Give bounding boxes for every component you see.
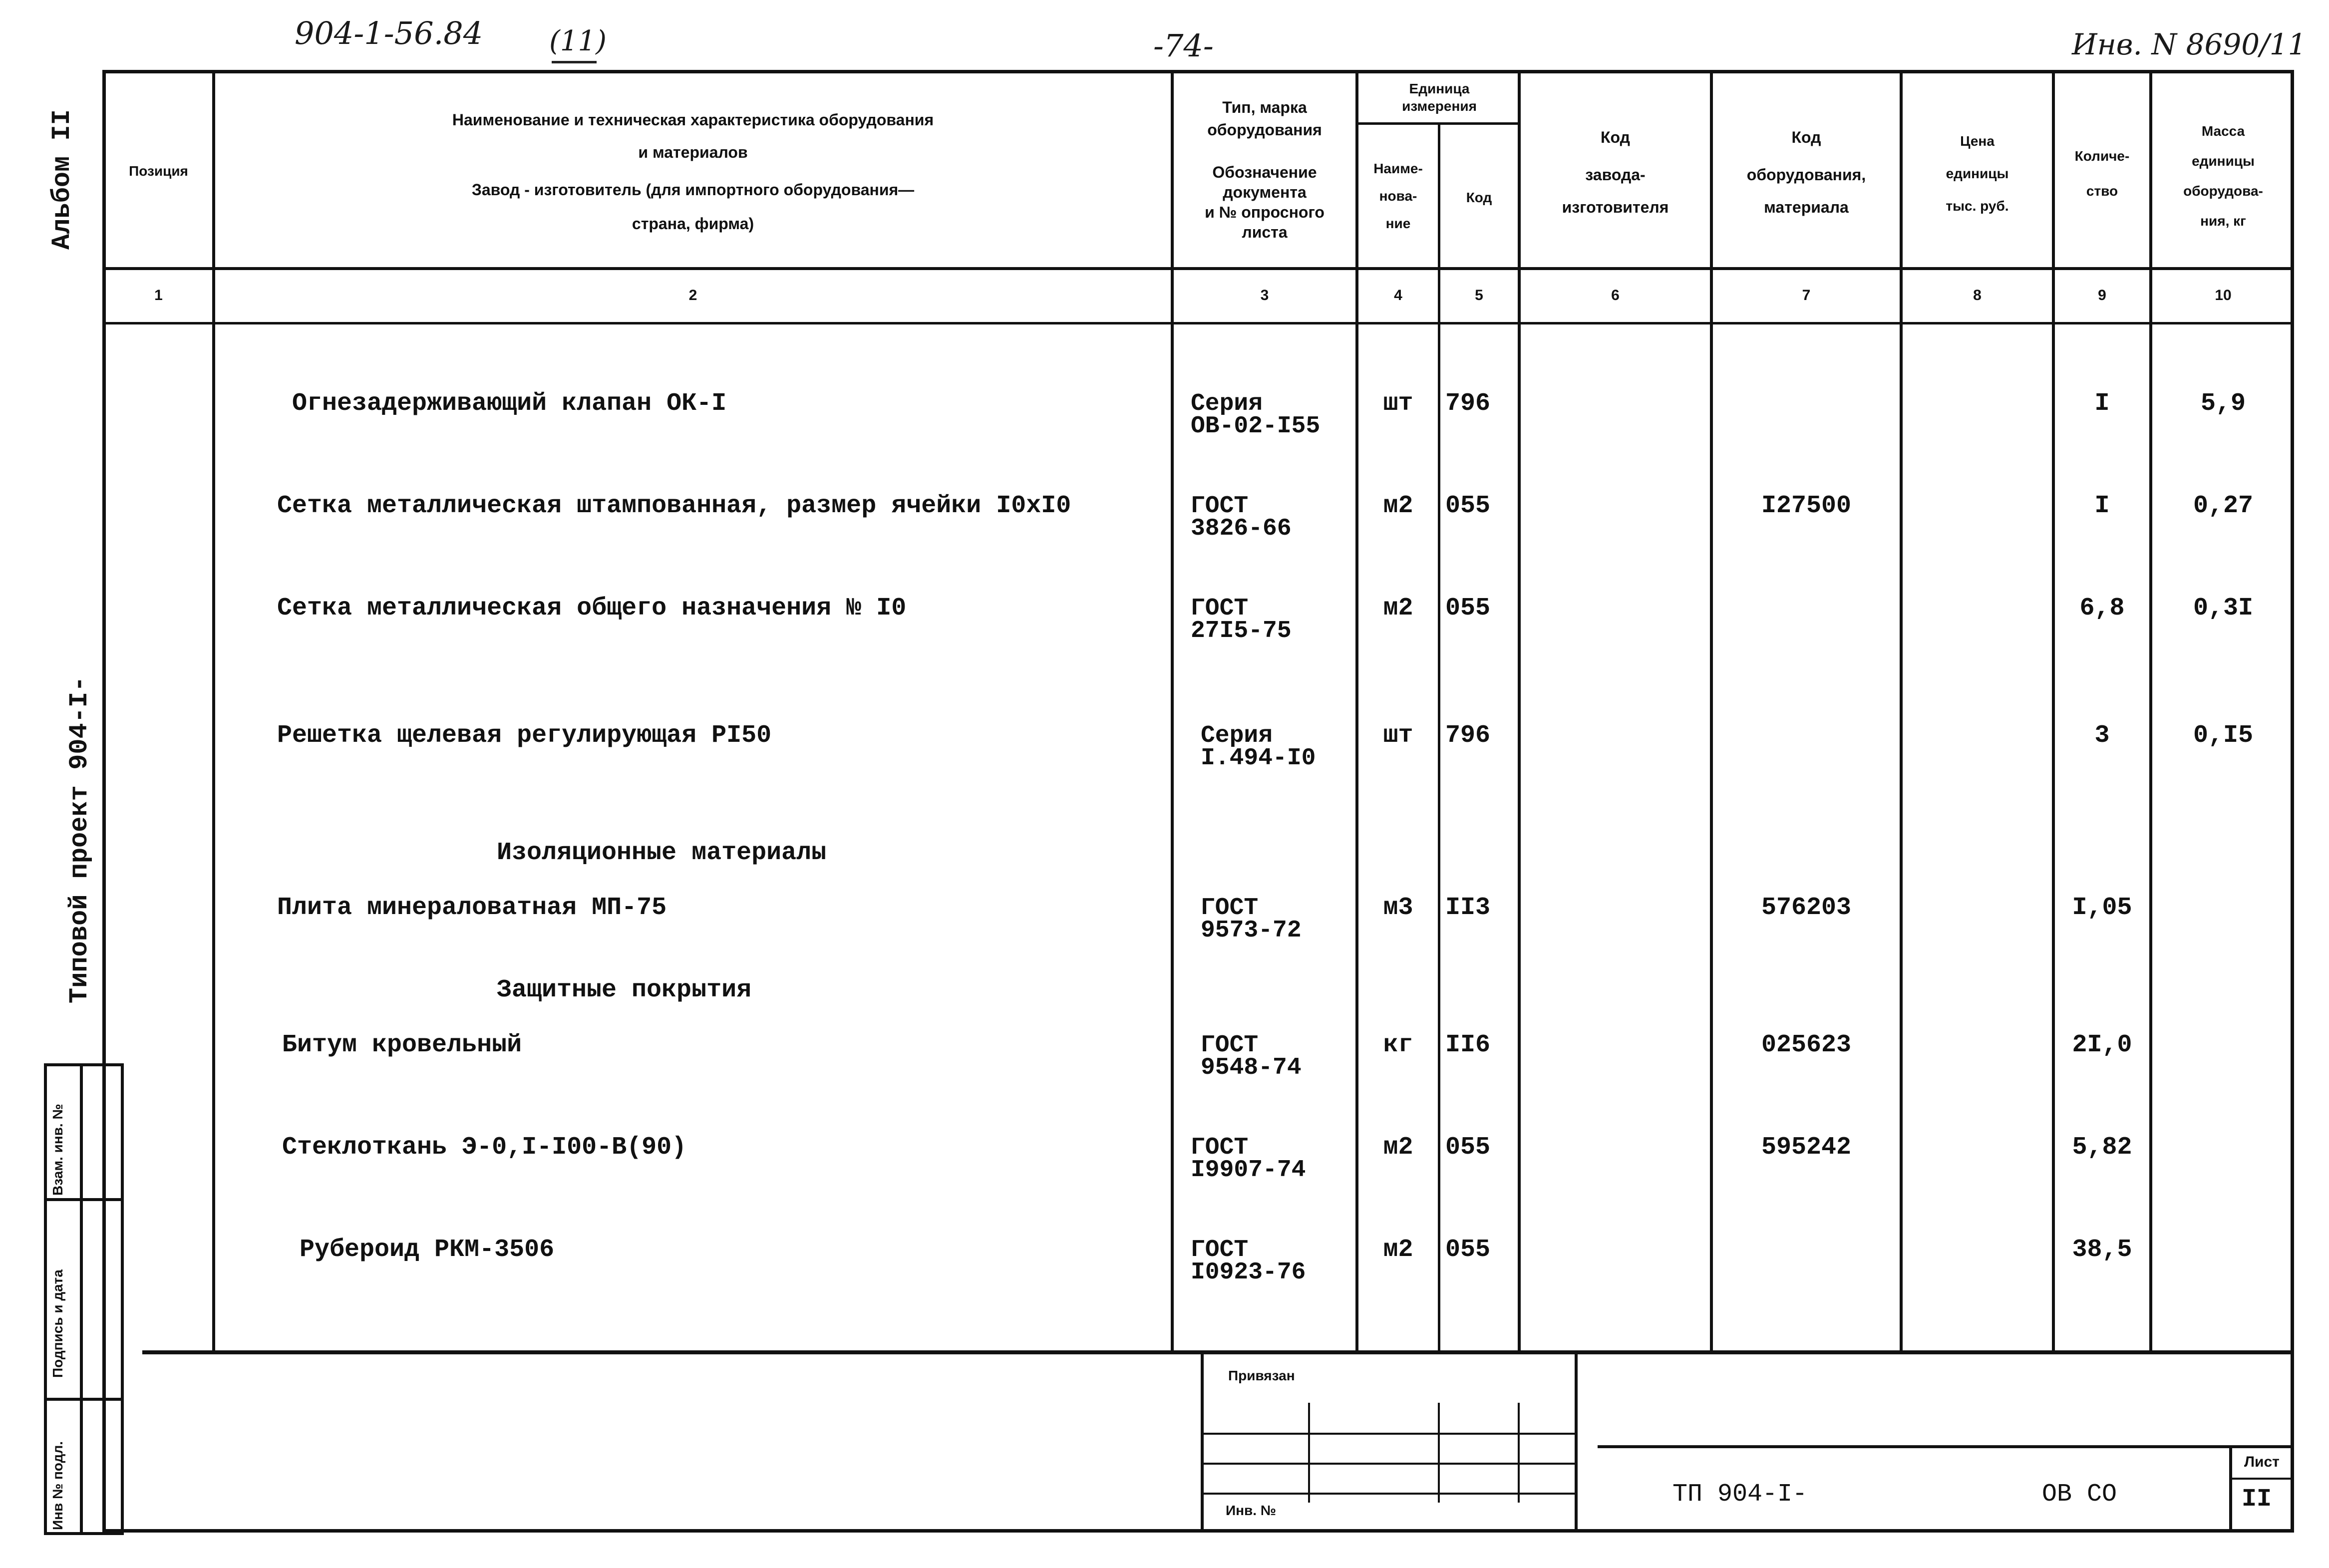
row-5-qty: I,05 [2072,894,2132,922]
col10-header-3: оборудова- [2183,183,2263,199]
col2-header-line2: и материалов [638,143,748,161]
col-number-8: 8 [1973,287,1982,304]
row-4-name: Решетка щелевая регулирующая РI50 [277,721,772,750]
row-7-qty: 5,82 [2072,1133,2132,1162]
row-2-unit: м2 [1383,492,1413,520]
row-8-doc-1: ГОСТ [1191,1237,1249,1263]
col-number-5: 5 [1475,287,1483,304]
row-5-unit: м3 [1383,894,1413,922]
row-5-code: II3 [1445,894,1491,922]
col-number-10: 10 [2215,287,2232,304]
row-7-unit: м2 [1383,1133,1413,1162]
col7-header-1: Код [1791,128,1821,146]
part-underline [552,61,597,63]
document-code-handwritten: 904-1-56.84 [295,15,483,51]
section-insulation: Изоляционные материалы [497,839,827,867]
col1-header: Позиция [129,163,188,179]
row-7-name: Стеклоткань Э-0,I-I00-В(90) [282,1133,687,1162]
col9-header-2: ство [2086,183,2118,199]
row-3-qty: 6,8 [2079,594,2125,623]
row-6-doc-1: ГОСТ [1201,1032,1259,1059]
row-3-doc-2: 27I5-75 [1191,618,1292,644]
project-label: Типовой проект 904-I- [65,676,94,1003]
col10-header-2: единицы [2192,153,2255,169]
col9-header-1: Количе- [2074,148,2130,164]
col6-header-3: изготовителя [1562,198,1669,216]
row-1-doc-2: ОВ-02-I55 [1191,413,1321,440]
row-1-unit: шт [1383,389,1413,418]
row-2-code: 055 [1445,492,1491,520]
project-code: ТП 904-I- [1672,1480,1808,1509]
row-4-qty: 3 [2094,721,2110,750]
col3-header-doc3: и № опросного [1205,203,1325,221]
row-4-doc-2: I.494-I0 [1201,745,1316,772]
row-8-doc-2: I0923-76 [1191,1259,1306,1286]
col2-header-line3: Завод - изготовитель (для импортного оборудования— [471,181,915,199]
col-number-4: 4 [1394,287,1402,304]
col5-header: Код [1466,190,1492,205]
col3-header-doc2: документа [1223,183,1307,201]
stamp-sign-label: Подпись и дата [50,1269,65,1378]
col-number-3: 3 [1260,287,1269,304]
binding-label: Привязан [1228,1368,1295,1383]
row-6-code: II6 [1445,1031,1491,1059]
row-8-name: Рубероид РКМ-3506 [300,1236,555,1264]
col-number-2: 2 [688,287,697,304]
row-3-mass: 0,3I [2193,594,2254,623]
stamp-inv-label: Инв № подл. [50,1441,65,1530]
row-7-material-code: 595242 [1761,1133,1852,1162]
row-3-code: 055 [1445,594,1491,623]
row-3-doc-1: ГОСТ [1191,595,1249,622]
row-2-mass: 0,27 [2193,492,2254,520]
row-5-doc-2: 9573-72 [1201,917,1302,944]
col4-header-3: ние [1385,216,1411,231]
col8-header-1: Цена [1960,133,1995,149]
row-5-doc-1: ГОСТ [1201,895,1259,922]
row-1-name: Огнезадерживающий клапан ОК-I [292,389,727,418]
row-6-doc-2: 9548-74 [1201,1054,1302,1081]
col3-header-doc4: листа [1242,223,1288,241]
col4-header-1: Наиме- [1373,161,1423,176]
stamp-zam-label: Взам. инв. № [50,1104,65,1196]
unit-group-header-2: измерения [1402,98,1477,114]
col-number-7: 7 [1802,287,1811,304]
row-1-qty: I [2094,389,2110,418]
row-7-doc-2: I9907-74 [1191,1157,1306,1184]
col7-header-2: оборудования, [1746,166,1866,184]
part-number-handwritten: (11) [549,25,607,57]
row-6-qty: 2I,0 [2072,1031,2132,1059]
row-8-code: 055 [1445,1236,1491,1264]
album-label: Альбом II [47,109,77,250]
row-4-mass: 0,I5 [2193,721,2254,750]
row-2-name: Сетка металлическая штампованная, размер ячейки I0хI0 [277,492,1071,520]
row-6-name: Битум кровельный [282,1031,522,1059]
row-4-doc-1: Серия [1201,722,1273,749]
row-7-code: 055 [1445,1133,1491,1162]
col3-header-type1: Тип, марка [1222,98,1307,116]
col2-header-line4: страна, фирма) [632,215,754,233]
col8-header-2: единицы [1946,166,2009,181]
row-1-code: 796 [1445,389,1491,418]
col6-header-1: Код [1601,128,1630,146]
col8-header-3: тыс. руб. [1946,198,2009,214]
row-5-material-code: 576203 [1761,894,1852,922]
row-1-mass: 5,9 [2200,389,2246,418]
row-2-qty: I [2094,492,2110,520]
row-3-unit: м2 [1383,594,1413,623]
row-4-unit: шт [1383,721,1413,750]
section-protective: Защитные покрытия [497,976,752,1004]
col4-header-2: нова- [1379,188,1417,204]
col6-header-2: завода- [1585,166,1646,184]
inventory-label: Инв. № [1226,1503,1277,1518]
col10-header-4: ния, кг [2200,213,2246,229]
sheet-number: II [2242,1485,2272,1514]
page-number-handwritten: -74- [1153,27,1214,64]
row-2-material-code: I27500 [1761,492,1852,520]
row-8-qty: 38,5 [2072,1236,2132,1264]
col2-header-line1: Наименование и техническая характеристика оборудования [452,111,934,129]
col10-header-1: Масса [2201,123,2245,139]
col-number-9: 9 [2098,287,2106,304]
col-number-6: 6 [1611,287,1620,304]
inventory-number-handwritten: Инв. N 8690/11 [2072,27,2307,61]
row-7-doc-1: ГОСТ [1191,1134,1249,1161]
row-2-doc-2: 3826-66 [1191,515,1292,542]
row-5-name: Плита минераловатная МП-75 [277,894,667,922]
col3-header-type2: оборудования [1207,121,1322,139]
row-4-code: 796 [1445,721,1491,750]
row-1-doc-1: Серия [1191,390,1263,417]
row-6-material-code: 025623 [1761,1031,1852,1059]
section-code: ОВ СО [2042,1480,2117,1509]
col7-header-3: материала [1764,198,1849,216]
row-8-unit: м2 [1383,1236,1413,1264]
row-2-doc-1: ГОСТ [1191,493,1249,520]
sheet-label: Лист [2244,1454,2280,1470]
row-3-name: Сетка металлическая общего назначения № I0 [277,594,907,623]
col-number-1: 1 [154,287,163,304]
row-6-unit: кг [1383,1031,1413,1059]
unit-group-header-1: Единица [1409,81,1470,96]
col3-header-doc1: Обозначение [1212,163,1317,181]
